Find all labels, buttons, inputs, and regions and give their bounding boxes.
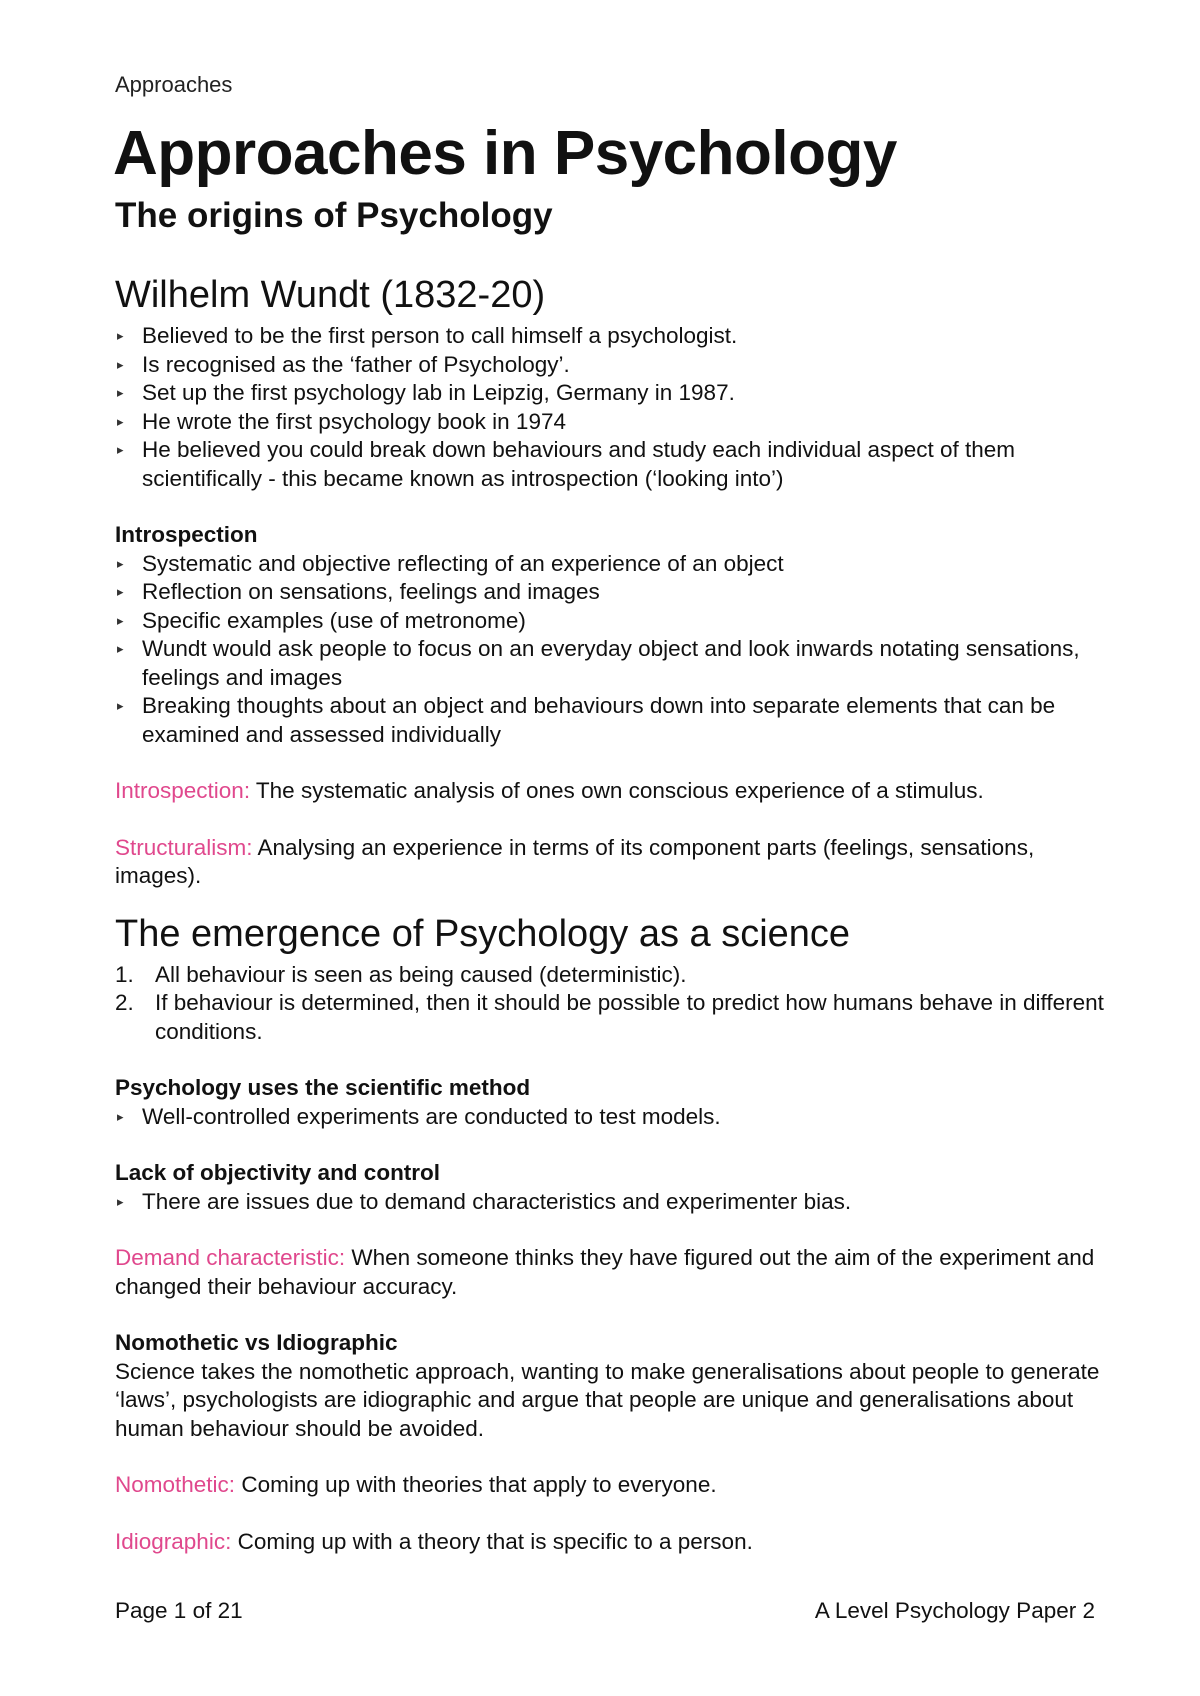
list-item: ▸ Systematic and objective reflecting of an experience of an object xyxy=(115,550,1105,579)
list-item: ▸ Is recognised as the ‘father of Psychology’. xyxy=(115,351,1105,380)
spacer xyxy=(115,1500,1105,1528)
definition-structuralism xyxy=(115,834,1105,891)
spacer xyxy=(115,1443,1105,1471)
list-item: ▸ Specific examples (use of metronome) xyxy=(115,607,1105,636)
definition-text: Analysing an experience in terms of its component parts (feelings, sensations, images). xyxy=(115,834,1035,888)
list-item: ▸ Breaking thoughts about an object and behaviours down into separate elements that can be examined and assessed individually xyxy=(115,692,1105,749)
list-number: 2. xyxy=(115,990,134,1015)
introspection-list xyxy=(115,550,1105,750)
spacer xyxy=(115,1216,1105,1244)
definition-text: Coming up with theories that apply to everyone. xyxy=(235,1472,717,1497)
page-title: Approaches in Psychology xyxy=(113,119,897,188)
list-item: ▸ Wundt would ask people to focus on an everyday object and look inwards notating sensations, feelings and images xyxy=(115,635,1105,692)
definition-term: Structuralism: xyxy=(115,834,253,860)
list-item: ▸ There are issues due to demand characteristics and experimenter bias. xyxy=(115,1188,1105,1217)
page-subtitle: The origins of Psychology xyxy=(115,196,553,235)
spacer xyxy=(115,1131,1105,1159)
list-number: 1. xyxy=(115,961,134,987)
footer-course-title: A Level Psychology Paper 2 xyxy=(814,1598,1095,1623)
list-item: ▸ Well-controlled experiments are conducted to test models. xyxy=(115,1103,1105,1132)
list-item: ▸ He wrote the first psychology book in 1974 xyxy=(115,408,1105,437)
spacer xyxy=(115,493,1105,521)
definition-term: Demand characteristic: xyxy=(115,1245,346,1270)
definition-introspection xyxy=(115,777,1105,806)
spacer xyxy=(115,1301,1105,1329)
definition-term: Nomothetic: xyxy=(115,1472,236,1497)
definition-term: Idiographic: xyxy=(115,1528,232,1554)
definition-text: The systematic analysis of ones own conscious experience of a stimulus. xyxy=(250,778,984,803)
nomothetic-paragraph: Science takes the nomothetic approach, wanting to make generalisations about people to generate ‘laws’, psychologists are idiographic and argue that people are unique and generalisations about human behaviour should be avoided. xyxy=(115,1358,1100,1441)
list-item: ▸ Set up the first psychology lab in Leipzig, Germany in 1987. xyxy=(115,379,1105,408)
list-item: ▸ Believed to be the first person to call himself a psychologist. xyxy=(115,322,1105,351)
subheading-scientific-method: Psychology uses the scientific method xyxy=(115,1075,531,1100)
list-item: ▸ He believed you could break down behaviours and study each individual aspect of them scientifically - this became known as introspection (‘looking into’) xyxy=(115,436,1105,493)
science-numbered-list xyxy=(115,961,1105,1047)
document-body xyxy=(115,272,1105,1556)
subheading-objectivity: Lack of objectivity and control xyxy=(115,1160,441,1185)
wundt-list xyxy=(115,322,1105,493)
spacer xyxy=(115,806,1105,834)
list-item-text: If behaviour is determined, then it should be possible to predict how humans behave in different conditions. xyxy=(155,990,1104,1044)
spacer xyxy=(115,891,1105,911)
definition-term: Introspection: xyxy=(115,778,251,803)
spacer xyxy=(115,749,1105,777)
list-item-text: All behaviour is seen as being caused (deterministic). xyxy=(155,961,687,987)
page-number: Page 1 of 21 xyxy=(115,1598,243,1623)
list-item xyxy=(115,961,1105,990)
subheading-introspection: Introspection xyxy=(115,522,258,547)
scientific-method-list xyxy=(115,1103,1105,1132)
list-item xyxy=(115,989,1105,1046)
objectivity-list xyxy=(115,1188,1105,1217)
section-heading-science: The emergence of Psychology as a science xyxy=(115,912,851,955)
definition-text: When someone thinks they have figured out the aim of the experiment and changed their behaviour accuracy. xyxy=(115,1245,1095,1299)
definition-idiographic xyxy=(115,1528,1105,1557)
spacer xyxy=(115,1046,1105,1074)
list-item: ▸ Reflection on sensations, feelings and images xyxy=(115,578,1105,607)
definition-text: Coming up with a theory that is specific to a person. xyxy=(231,1528,753,1554)
definition-nomothetic xyxy=(115,1471,1105,1500)
definition-demand-characteristic xyxy=(115,1244,1105,1301)
subheading-nomothetic: Nomothetic vs Idiographic xyxy=(115,1330,398,1355)
section-heading-wundt: Wilhelm Wundt (1832-20) xyxy=(115,274,546,316)
running-head: Approaches xyxy=(115,72,233,97)
